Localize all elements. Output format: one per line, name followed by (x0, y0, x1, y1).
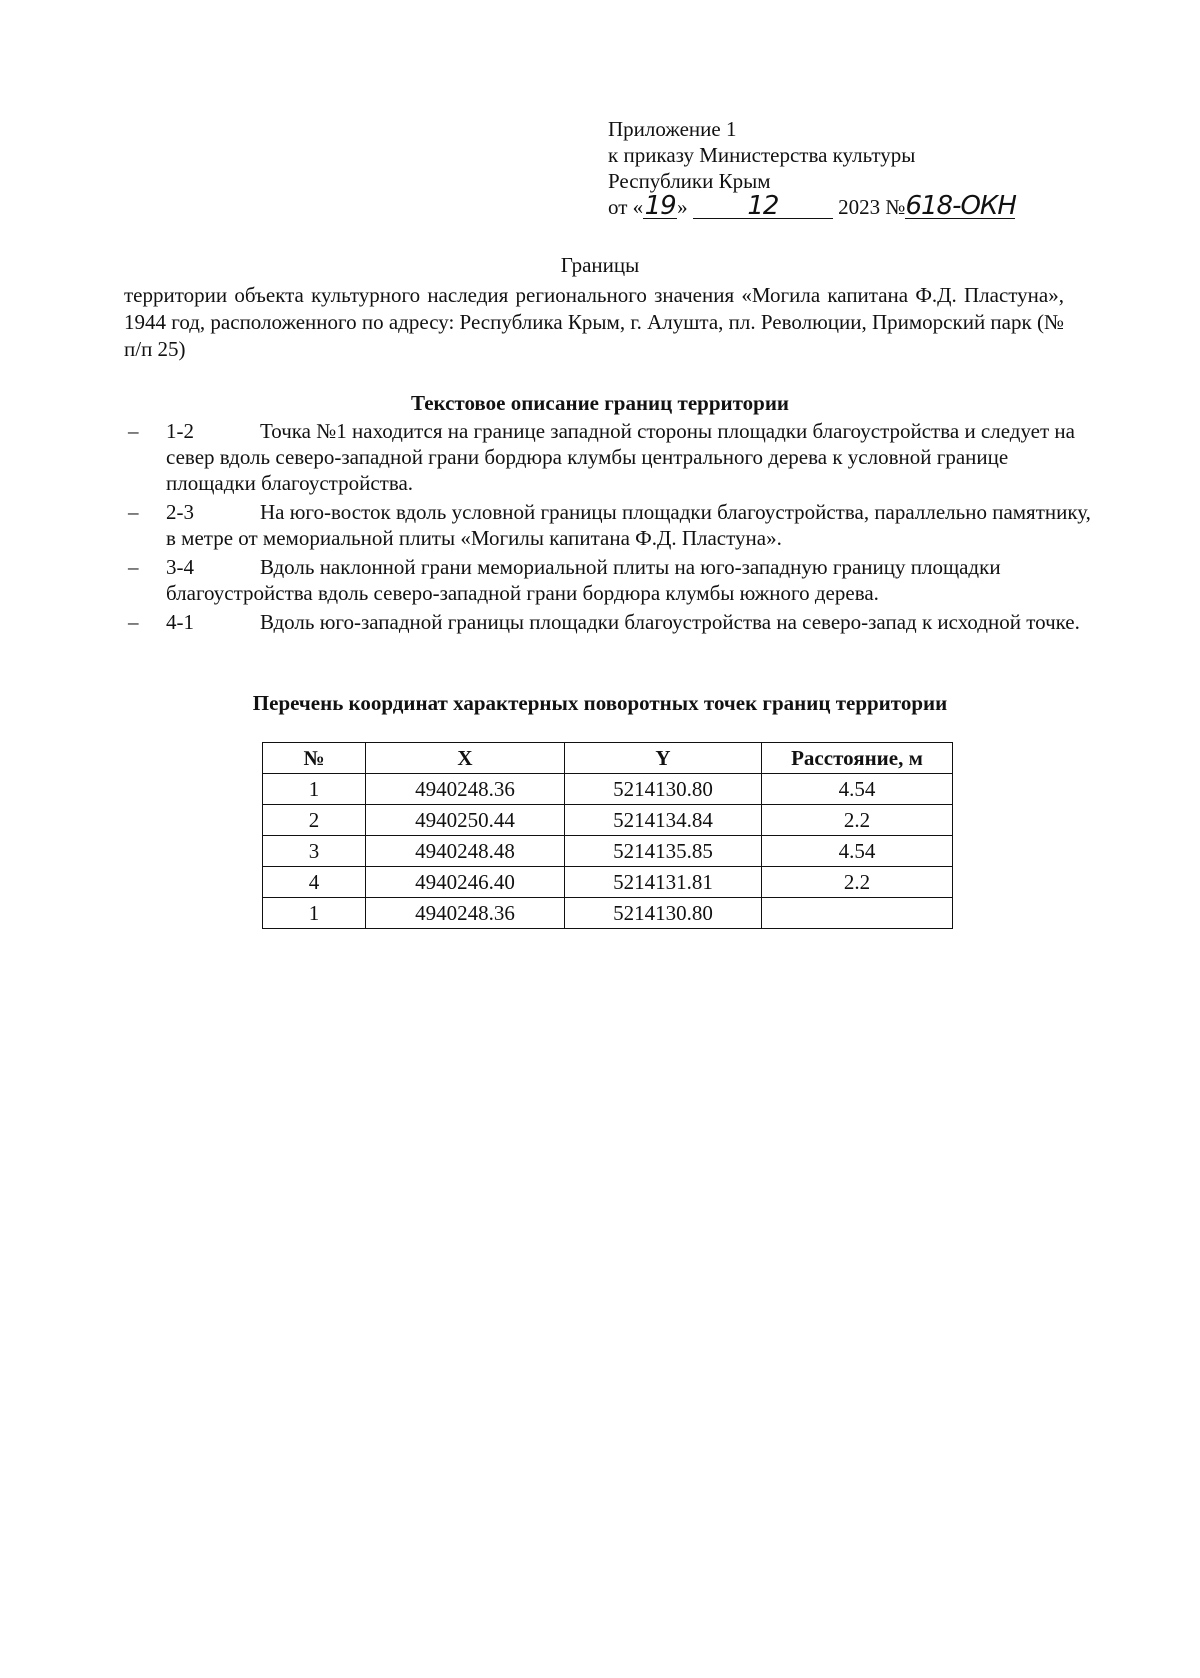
table-row (263, 805, 953, 836)
column-header-number: № (263, 743, 366, 774)
cell-distance: 2.2 (762, 867, 953, 898)
date-prefix: от « (608, 195, 644, 219)
cell-number: 3 (263, 836, 366, 867)
list-dash: – (128, 500, 139, 524)
date-month: 12 (747, 191, 779, 221)
date-year-number-label: 2023 № (838, 195, 906, 219)
cell-number: 1 (263, 898, 366, 929)
column-header-distance: Расстояние, м (762, 743, 953, 774)
date-day-field (643, 191, 677, 221)
segment-id: 2-3 (166, 500, 194, 524)
appendix-line-2: к приказу Министерства культуры (608, 143, 916, 167)
cell-y: 5214134.84 (565, 805, 762, 836)
table-row (263, 836, 953, 867)
segment-id: 3-4 (166, 555, 194, 579)
appendix-date-line (608, 191, 1016, 221)
segment-text: Вдоль юго-западной границы площадки благоустройства на северо-запад к исходной точке. (260, 610, 1080, 634)
table-row (263, 867, 953, 898)
cell-distance (762, 898, 953, 929)
order-number: 618-ОКН (905, 191, 1016, 221)
cell-distance: 4.54 (762, 774, 953, 805)
list-dash: – (128, 419, 139, 443)
cell-distance: 4.54 (762, 836, 953, 867)
list-item (124, 418, 1099, 496)
table-header-row (263, 743, 953, 774)
table-row (263, 774, 953, 805)
document-title (0, 252, 1200, 278)
cell-x: 4940248.36 (366, 898, 565, 929)
list-dash: – (128, 555, 139, 579)
cell-x: 4940248.36 (366, 774, 565, 805)
segment-text: Вдоль наклонной грани мемориальной плиты на юго-западную границу площадки благоустройства вдоль северо-западной грани бордюра клумбы южного дерева. (166, 555, 1001, 605)
cell-y: 5214135.85 (565, 836, 762, 867)
list-dash: – (128, 610, 139, 634)
appendix-header (608, 116, 1015, 220)
cell-x: 4940250.44 (366, 805, 565, 836)
segment-text: На юго-восток вдоль условной границы площадки благоустройства, параллельно памятнику, в метре от мемориальной плиты «Могилы капитана Ф.Д. Пластуна». (166, 500, 1091, 550)
cell-x: 4940248.48 (366, 836, 565, 867)
cell-number: 1 (263, 774, 366, 805)
document-title-text: Границы (560, 253, 640, 277)
table-row (263, 898, 953, 929)
cell-y: 5214130.80 (565, 774, 762, 805)
coordinates-table (262, 742, 953, 929)
order-number-field (905, 191, 1016, 221)
appendix-line-1: Приложение 1 (608, 117, 737, 141)
document-subject: территории объекта культурного наследия регионального значения «Могила капитана Ф.Д. Пластуна», 1944 год, расположенного по адресу: Республика Крым, г. Алушта, пл. Революции, Приморский парк (№ п/п 25) (124, 283, 1064, 361)
cell-y: 5214130.80 (565, 898, 762, 929)
cell-y: 5214131.81 (565, 867, 762, 898)
segment-id: 1-2 (166, 419, 194, 443)
cell-number: 4 (263, 867, 366, 898)
column-header-y: Y (565, 743, 762, 774)
column-header-x: X (366, 743, 565, 774)
list-item (124, 609, 1099, 635)
cell-number: 2 (263, 805, 366, 836)
date-day-close: » (677, 195, 688, 219)
date-day: 19 (644, 191, 676, 221)
description-heading: Текстовое описание границ территории (410, 391, 790, 415)
segment-list (124, 418, 1099, 638)
cell-distance: 2.2 (762, 805, 953, 836)
list-item (124, 554, 1099, 606)
coordinates-heading: Перечень координат характерных поворотных точек границ территории (252, 691, 948, 715)
list-item (124, 499, 1099, 551)
date-month-field (693, 191, 833, 221)
segment-text: Точка №1 находится на границе западной стороны площадки благоустройства и следует на север вдоль северо-западной грани бордюра клумбы центрального дерева к условной границе площадки благоустройства. (166, 419, 1075, 495)
cell-x: 4940246.40 (366, 867, 565, 898)
segment-id: 4-1 (166, 610, 194, 634)
appendix-line-3: Республики Крым (608, 169, 771, 193)
